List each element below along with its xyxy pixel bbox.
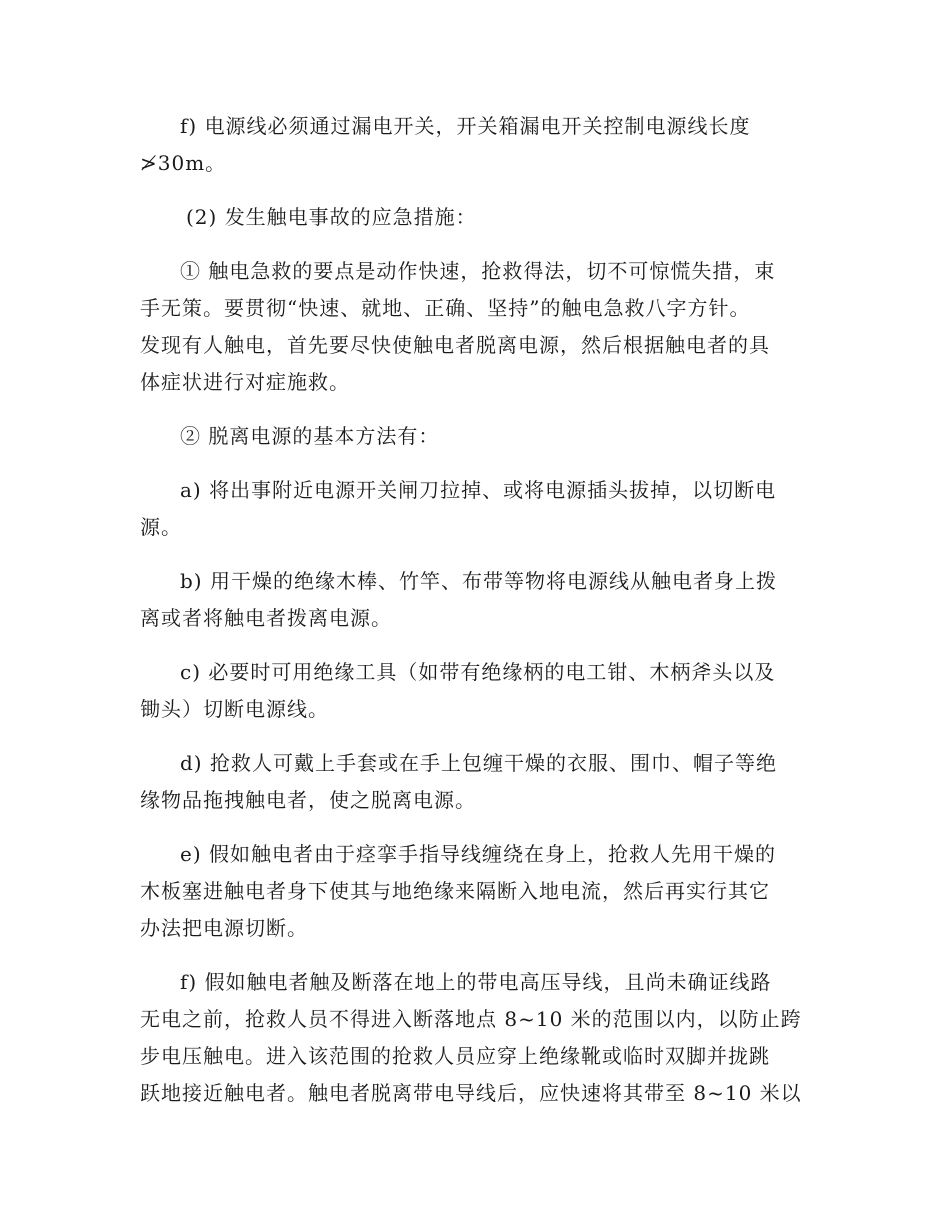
text-line: d) 抢救人可戴上手套或在手上包缠干燥的衣服、围巾、帽子等绝 [180, 751, 777, 775]
text-line: b) 用干燥的绝缘木棒、竹竿、布带等物将电源线从触电者身上拨 [180, 569, 777, 593]
text-line: e) 假如触电者由于痉挛手指导线缠绕在身上，抢救人先用干燥的 [180, 842, 776, 866]
text-line: 手无策。要贯彻“快速、就地、正确、坚持”的触电急救八字方针。 [140, 296, 751, 320]
text-line: 离或者将触电者拨离电源。 [140, 606, 392, 630]
document-body [140, 108, 810, 1129]
text-line: 办法把电源切断。 [140, 916, 308, 940]
text-line: 缘物品拖拽触电者，使之脱离电源。 [140, 788, 476, 812]
text-line: f) 假如触电者触及断落在地上的带电高压导线，且尚未确证线路 [180, 970, 772, 994]
paragraph-heading-emergency-measures [140, 199, 810, 236]
paragraph-item-d [140, 745, 810, 819]
paragraph-point-1-rescue-essentials [140, 253, 810, 401]
paragraph-item-a [140, 472, 810, 546]
text-line: 发现有人触电，首先要尽快使触电者脱离电源，然后根据触电者的具 [140, 333, 770, 357]
paragraph-item-f-high-voltage [140, 964, 810, 1112]
paragraph-item-e [140, 836, 810, 947]
text-line: f) 电源线必须通过漏电开关，开关箱漏电开关控制电源线长度 [180, 114, 751, 138]
text-line: 锄头）切断电源线。 [140, 697, 329, 721]
text-line: c) 必要时可用绝缘工具（如带有绝缘柄的电工钳、木柄斧头以及 [180, 660, 776, 684]
section-heading: (2) 发生触电事故的应急措施： [186, 205, 477, 229]
text-line: ≯30m。 [140, 151, 227, 175]
paragraph-item-f-power-line [140, 108, 810, 182]
text-line: ② 脱离电源的基本方法有： [180, 424, 440, 448]
text-line: 无电之前，抢救人员不得进入断落地点 8~10 米的范围以内，以防止跨 [140, 1007, 802, 1031]
paragraph-point-2-basic-methods [140, 418, 810, 455]
text-line: a) 将出事附近电源开关闸刀拉掉、或将电源插头拔掉，以切断电 [180, 478, 777, 502]
text-line: 木板塞进触电者身下使其与地绝缘来隔断入地电流，然后再实行其它 [140, 879, 770, 903]
paragraph-item-c [140, 654, 810, 728]
text-line: 体症状进行对症施救。 [140, 370, 350, 394]
text-line: 跃地接近触电者。触电者脱离带电导线后，应快速将其带至 8~10 米以 [140, 1081, 802, 1105]
paragraph-item-b [140, 563, 810, 637]
text-line: ① 触电急救的要点是动作快速，抢救得法，切不可惊慌失措，束 [180, 259, 776, 283]
text-line: 源。 [140, 515, 182, 539]
text-line: 步电压触电。进入该范围的抢救人员应穿上绝缘靴或临时双脚并拢跳 [140, 1044, 770, 1068]
